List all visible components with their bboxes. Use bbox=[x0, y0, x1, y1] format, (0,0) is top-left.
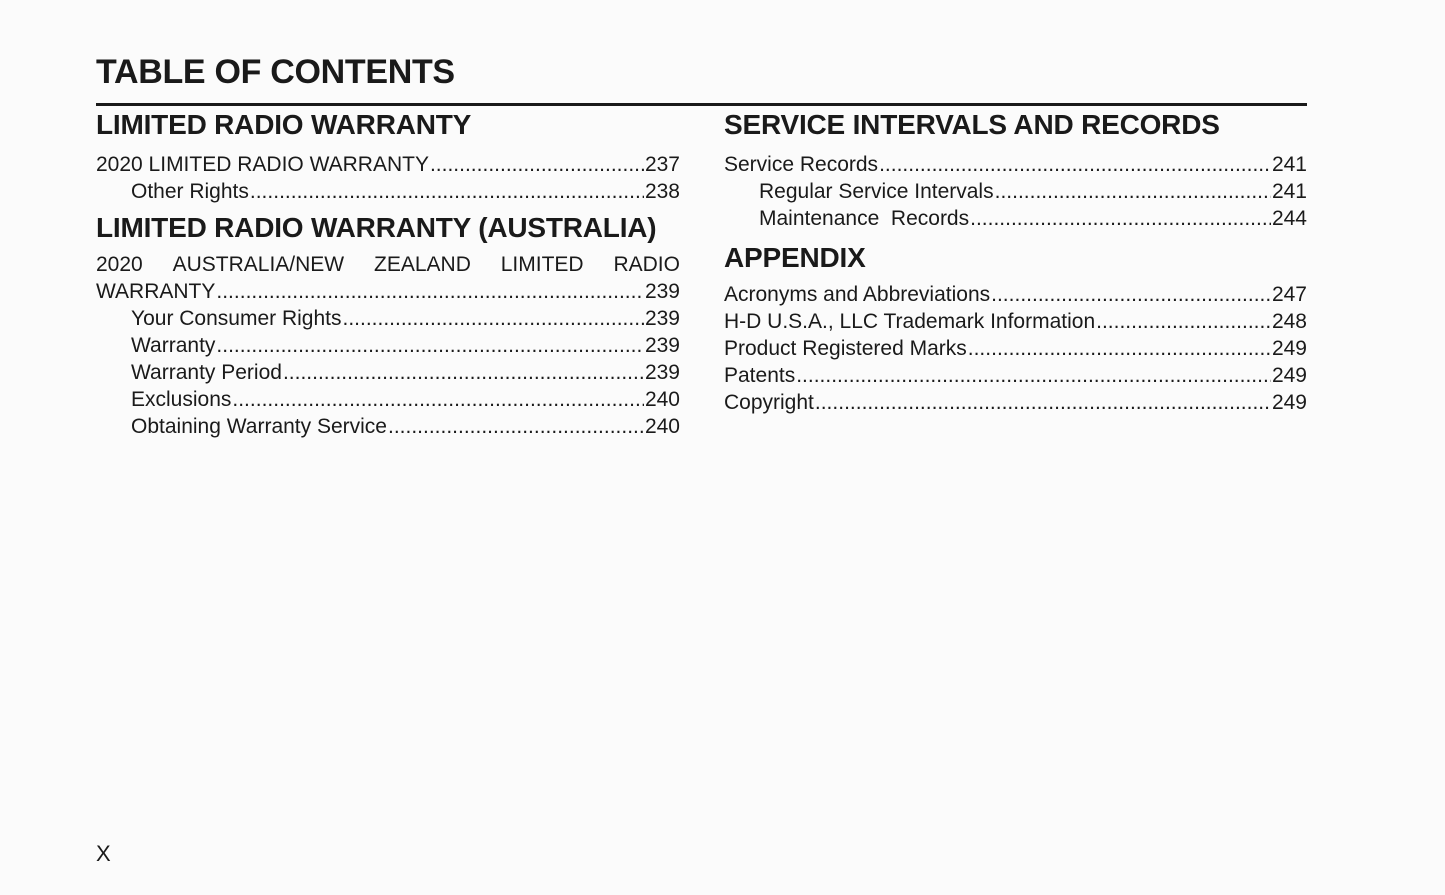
toc-entry-label: 2020 LIMITED RADIO WARRANTY bbox=[96, 153, 429, 176]
toc-entry-page: 239 bbox=[644, 334, 680, 357]
toc-column-left bbox=[96, 106, 680, 440]
dot-leader bbox=[970, 205, 1271, 232]
toc-entries-limited-radio-warranty-australia bbox=[96, 251, 680, 440]
toc-entry-page: 240 bbox=[644, 415, 680, 438]
section-heading-limited-radio-warranty-australia: LIMITED RADIO WARRANTY (AUSTRALIA) bbox=[96, 212, 657, 243]
dot-leader bbox=[388, 413, 644, 440]
toc-entry-label: H-D U.S.A., LLC Trademark Information bbox=[724, 310, 1096, 333]
dot-leader bbox=[430, 151, 644, 178]
toc-entry[interactable] bbox=[96, 332, 680, 359]
dot-leader bbox=[968, 335, 1271, 362]
dot-leader bbox=[815, 389, 1271, 416]
toc-entry-word: AUSTRALIA/NEW bbox=[172, 253, 345, 276]
toc-entries-appendix bbox=[724, 281, 1307, 416]
dot-leader bbox=[995, 178, 1271, 205]
toc-entry-label: Exclusions bbox=[131, 388, 232, 411]
toc-entry[interactable] bbox=[724, 178, 1307, 205]
toc-entry[interactable] bbox=[96, 413, 680, 440]
toc-entry-page: 238 bbox=[644, 180, 680, 203]
toc-entry-word: ZEALAND bbox=[374, 253, 471, 276]
dot-leader bbox=[991, 281, 1271, 308]
toc-entry-label: Maintenance Records bbox=[759, 207, 970, 230]
toc-entry[interactable] bbox=[724, 362, 1307, 389]
toc-entry-page: 249 bbox=[1271, 337, 1307, 360]
toc-entry-page: 249 bbox=[1271, 364, 1307, 387]
toc-entry-label: WARRANTY bbox=[96, 280, 216, 303]
dot-leader bbox=[216, 332, 644, 359]
toc-entry-label: Other Rights bbox=[131, 180, 249, 203]
toc-entry[interactable] bbox=[724, 151, 1307, 178]
page-title: TABLE OF CONTENTS bbox=[96, 53, 455, 91]
dot-leader bbox=[1096, 308, 1271, 335]
toc-entry-page: 241 bbox=[1271, 153, 1307, 176]
dot-leader bbox=[232, 386, 644, 413]
toc-entry-label: Regular Service Intervals bbox=[759, 180, 994, 203]
toc-entry-page: 239 bbox=[644, 307, 680, 330]
toc-entry-label: Product Registered Marks bbox=[724, 337, 967, 360]
toc-entry[interactable] bbox=[96, 305, 680, 332]
toc-entry-wrapped-line[interactable] bbox=[96, 251, 680, 278]
dot-leader bbox=[879, 151, 1271, 178]
toc-column-right bbox=[724, 106, 1307, 416]
toc-entries-service-intervals bbox=[724, 151, 1307, 232]
toc-entry-word: LIMITED bbox=[500, 253, 584, 276]
toc-entry[interactable] bbox=[96, 386, 680, 413]
toc-entries-limited-radio-warranty bbox=[96, 151, 680, 205]
toc-entry-page: 239 bbox=[644, 280, 680, 303]
toc-entry-page: 239 bbox=[644, 361, 680, 384]
toc-entry-label: Your Consumer Rights bbox=[131, 307, 342, 330]
toc-entry-label: Patents bbox=[724, 364, 796, 387]
toc-entry-word: 2020 bbox=[96, 253, 143, 276]
toc-entry-page: 241 bbox=[1271, 180, 1307, 203]
toc-entry-label: Copyright bbox=[724, 391, 814, 414]
toc-entry[interactable] bbox=[724, 205, 1307, 232]
toc-entry-label: Warranty Period bbox=[131, 361, 282, 384]
dot-leader bbox=[250, 178, 644, 205]
toc-entry[interactable] bbox=[724, 389, 1307, 416]
toc-entry-page: 249 bbox=[1271, 391, 1307, 414]
toc-entry-page: 247 bbox=[1271, 283, 1307, 306]
toc-entry[interactable] bbox=[96, 359, 680, 386]
toc-entry[interactable] bbox=[724, 281, 1307, 308]
toc-entry-page: 244 bbox=[1271, 207, 1307, 230]
toc-entry[interactable] bbox=[724, 308, 1307, 335]
page-folio: X bbox=[96, 841, 111, 866]
section-heading-service-intervals: SERVICE INTERVALS AND RECORDS bbox=[724, 109, 1220, 140]
toc-entry[interactable] bbox=[96, 278, 680, 305]
toc-entry[interactable] bbox=[96, 151, 680, 178]
dot-leader bbox=[796, 362, 1271, 389]
toc-entry-label: Warranty bbox=[131, 334, 216, 357]
toc-entry-label: Acronyms and Abbreviations bbox=[724, 283, 991, 306]
dot-leader bbox=[283, 359, 644, 386]
section-heading-appendix: APPENDIX bbox=[724, 242, 866, 273]
section-heading-limited-radio-warranty: LIMITED RADIO WARRANTY bbox=[96, 109, 472, 140]
toc-entry[interactable] bbox=[96, 178, 680, 205]
toc-entry-page: 240 bbox=[644, 388, 680, 411]
toc-entry[interactable] bbox=[724, 335, 1307, 362]
toc-entry-label: Obtaining Warranty Service bbox=[131, 415, 387, 438]
toc-entry-page: 237 bbox=[644, 153, 680, 176]
toc-entry-page: 248 bbox=[1271, 310, 1307, 333]
toc-entry-label: Service Records bbox=[724, 153, 879, 176]
dot-leader bbox=[343, 305, 644, 332]
dot-leader bbox=[216, 278, 644, 305]
toc-entry-word: RADIO bbox=[613, 253, 680, 276]
